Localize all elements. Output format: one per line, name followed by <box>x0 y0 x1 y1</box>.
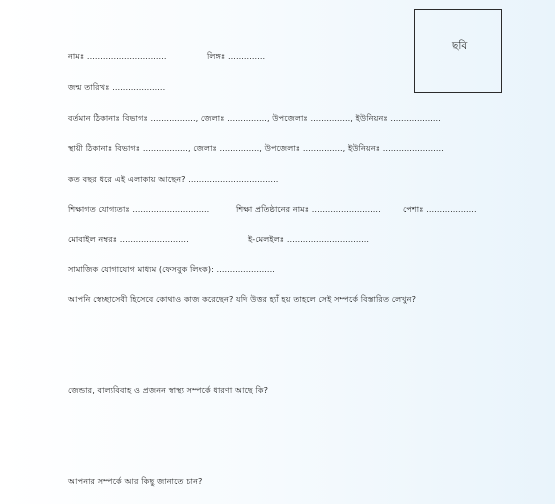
permanent-address-field: স্থায়ী ঠিকানাঃ বিভাগঃ ................., জেলাঃ ..............., উপজেলাঃ ..............., ইউনিয়নঃ ....................... <box>68 143 444 153</box>
education-field: শিক্ষাগত যোগ্যতাঃ ............................. <box>68 204 210 214</box>
dob-field: জন্ম তারিখঃ .................... <box>68 82 166 92</box>
gender-awareness-question: জেন্ডার, বাল্যবিবাহ ও প্রজনন স্বাস্থ্য সম্পর্কে ধারণা আছে কি? <box>68 385 269 395</box>
institution-field: শিক্ষা প্রতিষ্ঠানের নামঃ .......................... <box>236 204 381 214</box>
present-address-field: বর্তমান ঠিকানাঃ বিভাগঃ ................., জেলাঃ ..............., উপজেলাঃ ..............., ইউনিয়নঃ ................... <box>68 113 441 123</box>
email-field: ই-মেলইলঃ ............................... <box>248 234 370 244</box>
social-media-field: সামাজিক যোগাযোগ মাধ্যম (ফেসবুক লিংক): ...................... <box>68 264 275 274</box>
photo-label: ছবি <box>452 40 468 52</box>
volunteer-question: আপনি স্বেচ্ছাসেবী হিসেবে কোথাও কাজ করেছেন? যদি উত্তর হ্যাঁ হয় তাহলে সেই সম্পর্কে বিস্তারিত লেখুন? <box>68 294 417 304</box>
occupation-field: পেশাঃ ................... <box>403 204 477 214</box>
mobile-field: মোবাইল নম্বরঃ .......................... <box>68 234 189 244</box>
more-about-you-question: আপনার সম্পর্কে আর কিছু জানাতে চান? <box>68 476 203 486</box>
gender-field: লিঙ্গঃ .............. <box>207 51 266 61</box>
years-in-area-field: কত বছর ধরে এই এলাকায় আছেন? .................................. <box>68 174 279 184</box>
photo-box <box>414 9 502 93</box>
name-field: নামঃ .............................. <box>68 51 167 61</box>
